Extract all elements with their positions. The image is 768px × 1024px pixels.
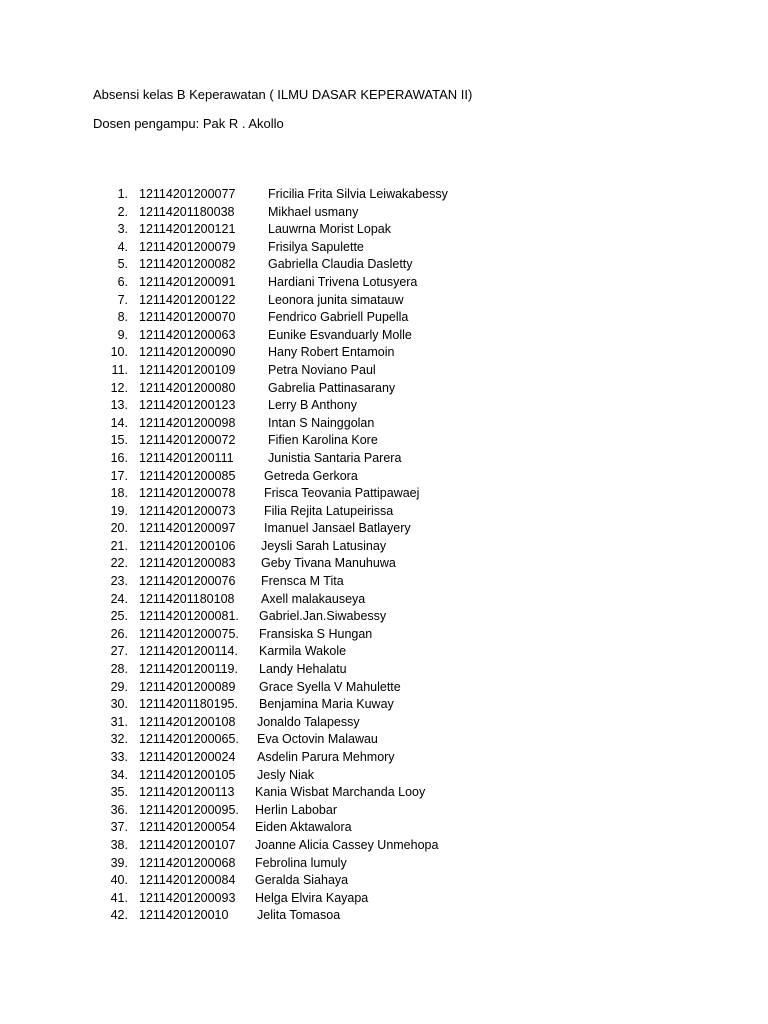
list-item: [0, 485, 768, 503]
student-name: Fricilia Frita Silvia Leiwakabessy: [268, 187, 448, 201]
student-name: Getreda Gerkora: [264, 468, 358, 483]
list-item: [0, 362, 768, 380]
list-item: [0, 872, 768, 890]
student-name: Helga Elvira Kayapa: [255, 890, 369, 905]
row-number: 7.: [117, 292, 128, 307]
row-number: 24.: [110, 591, 128, 606]
student-id: 12114201180038: [139, 204, 235, 219]
list-item: [0, 643, 768, 661]
student-id: 12114201200108: [139, 714, 236, 729]
student-id: 12114201200123: [139, 398, 236, 413]
list-item: [0, 784, 768, 802]
student-id: 12114201200075.: [139, 626, 239, 641]
row-number: 22.: [110, 556, 128, 571]
student-id: 12114201200111: [139, 450, 234, 465]
list-item: [0, 855, 768, 873]
list-item: [0, 239, 768, 257]
document-title: Absensi kelas B Keperawatan ( ILMU DASAR KEPERAWATAN II): [93, 87, 473, 102]
list-item: [0, 309, 768, 327]
student-name: Hany Robert Entamoin: [268, 345, 395, 360]
row-number: 25.: [110, 609, 128, 624]
student-name: Jeysli Sarah Latusinay: [261, 538, 387, 553]
row-number: 3.: [117, 222, 128, 237]
list-item: [0, 520, 768, 538]
student-name: Landy Hehalatu: [259, 662, 347, 677]
row-number: 19.: [110, 503, 128, 518]
student-name: Filia Rejita Latupeirissa: [264, 503, 394, 518]
row-number: 41.: [110, 890, 128, 905]
list-item: [0, 837, 768, 855]
student-name: Fifien Karolina Kore: [268, 433, 378, 448]
student-name: Frisca Teovania Pattipawaej: [264, 486, 420, 501]
student-name: Grace Syella V Mahulette: [259, 679, 401, 694]
student-id: 12114201200084: [139, 873, 236, 888]
student-id: 12114201200080: [139, 380, 236, 395]
student-name: Axell malakauseya: [261, 591, 366, 606]
student-id: 12114201200077: [139, 187, 236, 201]
student-id: 12114201200105: [139, 767, 236, 782]
student-id: 12114201200093: [139, 890, 236, 905]
list-item: [0, 344, 768, 362]
student-name: Imanuel Jansael Batlayery: [264, 521, 411, 536]
list-item: [0, 731, 768, 749]
list-item: [0, 380, 768, 398]
student-id: 12114201200054: [139, 820, 236, 835]
student-id: 12114201200122: [139, 292, 236, 307]
list-item: [0, 767, 768, 785]
student-name: Kania Wisbat Marchanda Looy: [255, 785, 426, 800]
list-item: [0, 292, 768, 310]
list-item: [0, 538, 768, 556]
student-name: Gabriel.Jan.Siwabessy: [259, 609, 387, 624]
student-name: Gabrelia Pattinasarany: [268, 380, 396, 395]
student-name: Eva Octovin Malawau: [257, 732, 378, 747]
student-id: 12114201200109: [139, 362, 236, 377]
student-id: 12114201180195.: [139, 697, 238, 712]
row-number: 29.: [110, 679, 128, 694]
row-number: 9.: [117, 327, 128, 342]
student-name: Geby Tivana Manuhuwa: [261, 556, 396, 571]
list-item: [0, 626, 768, 644]
row-number: 30.: [110, 697, 128, 712]
list-item: [0, 802, 768, 820]
student-id: 12114201200121: [139, 222, 236, 237]
row-number: 42.: [110, 908, 128, 923]
row-number: 21.: [110, 538, 128, 553]
student-name: Geralda Siahaya: [255, 873, 349, 888]
list-item: [0, 221, 768, 239]
student-id: 12114201200113: [139, 785, 235, 800]
student-name: Mikhael usmany: [268, 204, 359, 219]
row-number: 11.: [111, 362, 128, 377]
student-id: 12114201200079: [139, 239, 236, 254]
list-item: [0, 573, 768, 591]
list-item: [0, 661, 768, 679]
row-number: 33.: [110, 750, 128, 764]
student-name: Lauwrna Morist Lopak: [268, 222, 391, 237]
student-name: Eunike Esvanduarly Molle: [268, 327, 412, 342]
student-name: Leonora junita simatauw: [268, 292, 404, 307]
list-item: [0, 555, 768, 573]
row-number: 8.: [117, 310, 128, 325]
student-id: 12114201200078: [139, 486, 236, 501]
list-item: [0, 327, 768, 345]
list-item: [0, 907, 768, 925]
student-name: Fransiska S Hungan: [259, 626, 373, 641]
student-id: 12114201200114.: [139, 644, 238, 659]
row-number: 27.: [110, 644, 128, 659]
row-number: 37.: [110, 820, 128, 835]
student-id: 12114201200089: [139, 679, 236, 694]
list-item: [0, 256, 768, 274]
student-name: Gabriella Claudia Dasletty: [268, 257, 413, 272]
list-item: [0, 608, 768, 626]
attendance-list: [0, 186, 768, 925]
row-number: 34.: [110, 767, 128, 782]
student-id: 12114201200097: [139, 521, 236, 536]
student-name: Karmila Wakole: [259, 644, 347, 659]
row-number: 14.: [110, 415, 128, 430]
student-name: Eiden Aktawalora: [255, 820, 352, 835]
student-id: 12114201200083: [139, 556, 236, 571]
row-number: 26.: [110, 626, 128, 641]
student-id: 12114201200085: [139, 468, 236, 483]
student-name: Joanne Alicia Cassey Unmehopa: [255, 837, 439, 852]
student-name: Hardiani Trivena Lotusyera: [268, 274, 418, 289]
student-id: 12114201180108: [139, 591, 235, 606]
student-name: Frensca M Tita: [261, 574, 344, 589]
list-item: [0, 186, 768, 204]
student-id: 12114201200095.: [139, 802, 239, 817]
list-item: [0, 591, 768, 609]
student-name: Frisilya Sapulette: [268, 239, 364, 254]
student-id: 1211420120010: [139, 908, 229, 923]
list-item: [0, 468, 768, 486]
row-number: 35.: [110, 785, 128, 800]
student-name: Junistia Santaria Parera: [268, 450, 402, 465]
row-number: 15.: [110, 433, 128, 448]
row-number: 12.: [110, 380, 128, 395]
list-item: [0, 274, 768, 292]
student-name: Jesly Niak: [257, 767, 314, 782]
row-number: 17.: [110, 468, 128, 483]
list-item: [0, 696, 768, 714]
student-name: Benjamina Maria Kuway: [259, 697, 394, 712]
student-id: 12114201200070: [139, 310, 236, 325]
row-number: 10.: [110, 345, 128, 360]
student-name: Asdelin Parura Mehmory: [257, 750, 395, 764]
student-name: Intan S Nainggolan: [268, 415, 375, 430]
student-id: 12114201200065.: [139, 732, 239, 747]
student-id: 12114201200072: [139, 433, 236, 448]
student-name: Petra Noviano Paul: [268, 362, 376, 377]
list-item: [0, 397, 768, 415]
list-item: [0, 714, 768, 732]
row-number: 31.: [110, 714, 128, 729]
row-number: 6.: [117, 274, 128, 289]
row-number: 23.: [110, 574, 128, 589]
student-id: 12114201200090: [139, 345, 236, 360]
row-number: 39.: [110, 855, 128, 870]
student-name: Lerry B Anthony: [268, 398, 357, 413]
row-number: 40.: [110, 873, 128, 888]
student-id: 12114201200082: [139, 257, 236, 272]
list-item: [0, 819, 768, 837]
row-number: 5.: [117, 257, 128, 272]
row-number: 13.: [110, 398, 128, 413]
row-number: 16.: [110, 450, 128, 465]
list-item: [0, 432, 768, 450]
lecturer-line: Dosen pengampu: Pak R . Akollo: [93, 116, 284, 131]
student-id: 12114201200081.: [139, 609, 239, 624]
list-item: [0, 679, 768, 697]
student-id: 12114201200106: [139, 538, 236, 553]
student-name: Fendrico Gabriell Pupella: [268, 310, 409, 325]
row-number: 18.: [110, 486, 128, 501]
student-id: 12114201200076: [139, 574, 236, 589]
student-name: Herlin Labobar: [255, 802, 337, 817]
student-id: 12114201200107: [139, 837, 236, 852]
student-id: 12114201200091: [139, 274, 236, 289]
student-name: Jelita Tomasoa: [257, 908, 341, 923]
student-id: 12114201200024: [139, 750, 236, 764]
list-item: [0, 204, 768, 222]
student-id: 12114201200073: [139, 503, 236, 518]
student-id: 12114201200063: [139, 327, 236, 342]
row-number: 32.: [110, 732, 128, 747]
list-item: [0, 890, 768, 908]
list-item: [0, 503, 768, 521]
student-name: Febrolina lumuly: [255, 855, 347, 870]
list-item: [0, 450, 768, 468]
row-number: 38.: [110, 837, 128, 852]
student-id: 12114201200098: [139, 415, 236, 430]
row-number: 1.: [117, 187, 128, 201]
row-number: 36.: [110, 802, 128, 817]
list-item: [0, 749, 768, 767]
student-id: 12114201200068: [139, 855, 236, 870]
student-id: 12114201200119.: [139, 662, 238, 677]
student-name: Jonaldo Talapessy: [257, 714, 360, 729]
row-number: 2.: [117, 204, 128, 219]
row-number: 4.: [117, 239, 128, 254]
row-number: 28.: [110, 662, 128, 677]
list-item: [0, 415, 768, 433]
row-number: 20.: [110, 521, 128, 536]
